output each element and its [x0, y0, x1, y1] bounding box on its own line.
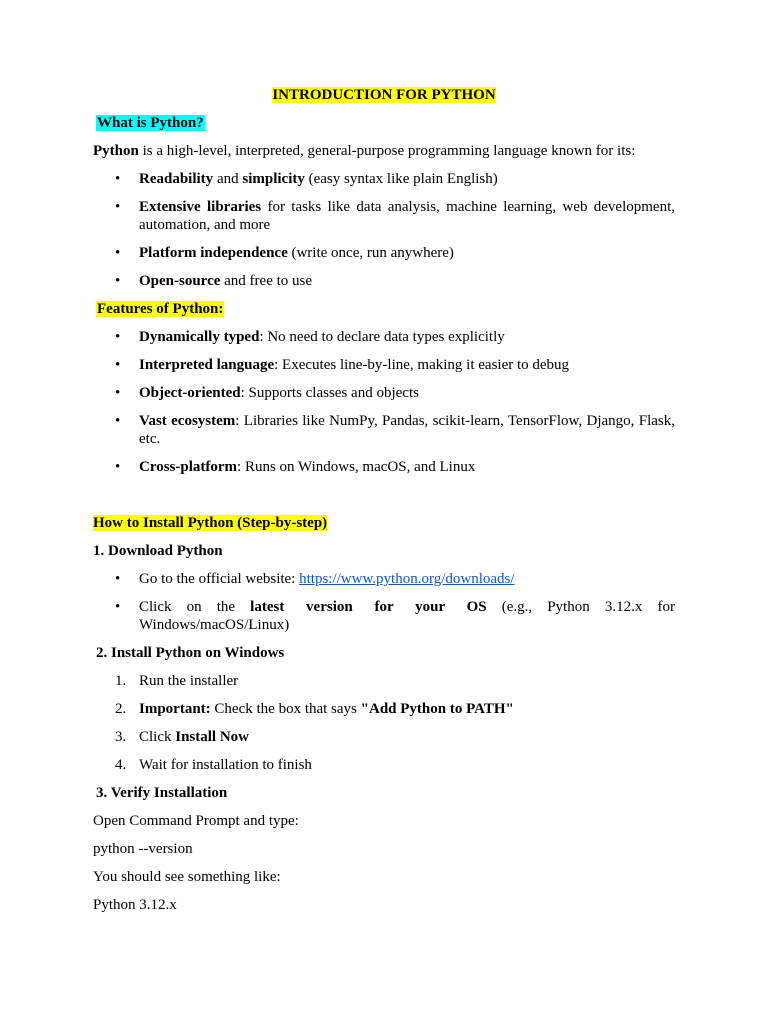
features-heading: Features of Python:	[97, 301, 224, 317]
item-number: 3.	[115, 729, 127, 745]
what-is-python-heading: What is Python?	[97, 115, 204, 131]
list-item-text	[139, 356, 675, 374]
item-bold: Object-oriented	[139, 385, 241, 401]
justified-line	[139, 598, 675, 616]
item-bold: Important:	[139, 701, 211, 717]
word: for	[657, 599, 675, 615]
item-text: and free to use	[220, 273, 313, 289]
item-bold: latest version for your OS	[250, 599, 487, 615]
item-number: 1.	[115, 673, 127, 689]
command-line: python --version	[93, 841, 193, 857]
item-bold: Interpreted language	[139, 357, 275, 373]
bullet-icon: •	[115, 171, 121, 187]
item-bold: Readability	[139, 171, 214, 187]
list-item-text	[139, 412, 675, 448]
item-text: Go to the official website:	[139, 571, 300, 587]
bullet-icon: •	[115, 273, 121, 289]
bullet-icon: •	[115, 199, 121, 215]
python-downloads-link[interactable]: https://www.python.org/downloads/	[299, 571, 515, 587]
list-item-text	[139, 458, 675, 476]
step2-heading	[96, 644, 678, 662]
item-text: Click	[139, 729, 176, 745]
bullet-icon: •	[115, 459, 121, 475]
section-heading-install	[93, 514, 675, 532]
word: Click	[139, 599, 172, 615]
item-bold: Install Now	[175, 729, 250, 745]
item-bold: Platform independence	[139, 245, 288, 261]
word: Python	[547, 599, 590, 615]
paragraph-line: You should see something like:	[93, 869, 281, 885]
word: the	[216, 599, 236, 615]
intro-paragraph	[93, 142, 675, 160]
paragraph-line: Open Command Prompt and type:	[93, 813, 299, 829]
item-number: 2.	[115, 701, 127, 717]
list-item-text	[139, 328, 675, 346]
item-text: : Supports classes and objects	[240, 385, 419, 401]
list-item-text	[139, 700, 675, 718]
bullet-icon: •	[115, 357, 121, 373]
item-text: Wait for installation to finish	[139, 757, 312, 773]
intro-text: is a high-level, interpreted, general-purpose programming language known for its:	[138, 143, 636, 159]
item-text: : Executes line-by-line, making it easier to debug	[274, 357, 570, 373]
list-item-text	[139, 384, 675, 402]
item-text: (write once, run anywhere)	[287, 245, 454, 261]
document-title: INTRODUCTION FOR PYTHON	[272, 87, 496, 103]
bullet-icon: •	[115, 571, 121, 587]
list-item-text	[139, 244, 675, 262]
item-bold: Open-source	[139, 273, 221, 289]
output-line: Python 3.12.x	[93, 897, 177, 913]
section-heading-what	[96, 114, 678, 132]
item-bold: Cross-platform	[139, 459, 238, 475]
item-text-line2: Windows/macOS/Linux)	[139, 617, 290, 633]
list-item-text	[139, 756, 675, 774]
item-bold: Dynamically typed	[139, 329, 260, 345]
document-title-row	[93, 86, 675, 104]
item-number: 4.	[115, 757, 127, 773]
bullet-icon: •	[115, 385, 121, 401]
item-bold: simplicity	[242, 171, 305, 187]
word: on	[186, 599, 202, 615]
item-bold: "Add Python to PATH"	[360, 701, 514, 717]
list-item-text	[139, 570, 675, 588]
item-text: : Libraries like NumPy, Pandas, scikit-learn, TensorFlow, Django, Flask, etc.	[139, 413, 676, 447]
list-item-text	[139, 272, 675, 290]
bullet-icon: •	[115, 599, 121, 615]
section-heading-features	[96, 300, 678, 318]
bullet-icon: •	[115, 413, 121, 429]
verify-installation-heading: 3. Verify Installation	[96, 785, 228, 801]
item-bold: Vast ecosystem	[139, 413, 236, 429]
list-item-text	[139, 728, 675, 746]
word: 3.12.x	[604, 599, 643, 615]
item-text: : Runs on Windows, macOS, and Linux	[237, 459, 476, 475]
step3-heading	[96, 784, 678, 802]
list-item-text	[139, 598, 675, 634]
item-text: : No need to declare data types explicitly	[259, 329, 505, 345]
item-text: and	[213, 171, 243, 187]
item-text: Check the box that says	[210, 701, 361, 717]
install-heading: How to Install Python (Step-by-step)	[93, 515, 328, 531]
item-text: Run the installer	[139, 673, 239, 689]
bullet-icon: •	[115, 329, 121, 345]
intro-bold: Python	[93, 143, 139, 159]
word: (e.g.,	[501, 599, 533, 615]
install-windows-heading: 2. Install Python on Windows	[96, 645, 285, 661]
download-python-heading: 1. Download Python	[93, 543, 223, 559]
item-text: for tasks like data analysis, machine learning, web development, automation, and more	[139, 199, 675, 233]
list-item-text	[139, 170, 675, 188]
list-item-text	[139, 672, 675, 690]
step1-heading	[93, 542, 675, 560]
list-item-text	[139, 198, 675, 234]
item-text: (easy syntax like plain English)	[304, 171, 498, 187]
item-bold: Extensive libraries	[139, 199, 262, 215]
bullet-icon: •	[115, 245, 121, 261]
